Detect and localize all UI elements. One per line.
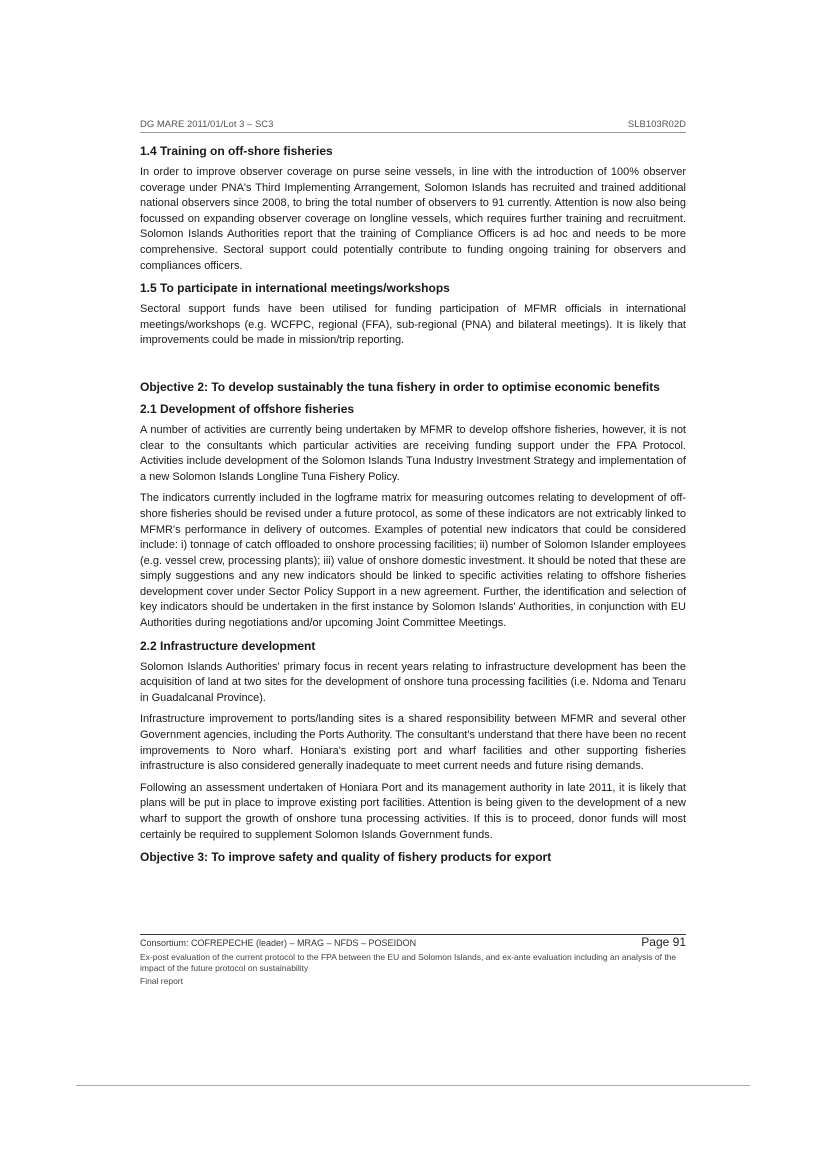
section-2-1-heading: 2.1 Development of offshore fisheries (140, 401, 355, 416)
section-2-1-paragraph-2: The indicators currently included in the logframe matrix for measuring outcomes relating to development of off-shore fisheries should be revised under a future protocol, as some of these indicators are not extricably linked to MFMR's performance in delivery of outcomes. Examples of potential new indicators that could be considered include: i) tonnage of catch offloaded to onshore processing facilities; ii) number of Solomon Islander employees (e.g. vessel crew, processing plants); iii) value of onshore domestic investment. It should be noted that these are simply suggestions and any new indicators should be linked to specific activities relating to offshore fisheries development cover under Sector Policy Support in a new agreement. Further, the identification and selection of key indicators should be undertaken in the first instance by Solomon Islands' Authorities, in conjunction with EU Authorities during negotiations and/or upcoming Joint Committee Meetings. (140, 492, 687, 630)
footer-description: Ex-post evaluation of the current protocol to the FPA between the EU and Solomon Islands, and ex-ante evaluation including an analysis of the impact of the future protocol on sustainability (140, 952, 677, 973)
footer-divider (140, 934, 686, 935)
section-spacer (140, 355, 686, 375)
main-content (140, 143, 686, 871)
page-bottom-divider (76, 1085, 750, 1086)
section-1-4-heading: 1.4 Training on off-shore fisheries (140, 144, 333, 158)
page-number: Page 91 (641, 935, 686, 949)
section-2-2-paragraph-3: Following an assessment undertaken of Honiara Port and its management authority in late 2011, it is likely that plans will be put in place to improve existing port facilities. Attention is being given to the development of a new wharf to support the growth of onshore tuna processing activities. If this is to proceed, donor funds will most certainly be required to supplement Solomon Islands Government funds. (140, 781, 686, 841)
objective-2-heading: Objective 2: To develop sustainably the tuna fishery in order to optimise economic benefits (140, 379, 660, 394)
section-2-2-paragraph-2: Infrastructure improvement to ports/landing sites is a shared responsibility between MFMR and several other Government agencies, including the Ports Authority. The consultant's understand that there have been no recent improvements to Noro wharf. Honiara's existing port and wharf facilities and other supporting fisheries infrastructure is also considered generally inadequate to meet current needs and future rising demands. (140, 713, 686, 773)
header-divider (140, 132, 686, 133)
objective-3-heading: Objective 3: To improve safety and quality of fishery products for export (140, 850, 552, 865)
header-left: DG MARE 2011/01/Lot 3 – SC3 (140, 119, 274, 130)
section-2-2-heading: 2.2 Infrastructure development (140, 638, 316, 653)
section-2-2-paragraph-1: Solomon Islands Authorities' primary focus in recent years relating to infrastructure development has been the acquisition of land at two sites for the development of onshore tuna processing facilities (i.e. Ndoma and Tenaru in Guadalcanal Province). (140, 660, 686, 704)
section-2-1-paragraph-1: A number of activities are currently being undertaken by MFMR to develop offshore fisheries, however, it is not clear to the consultants which particular activities are receiving funding support under the FPA Protocol. Activities include development of the Solomon Islands Tuna Industry Investment Strategy and implementation of a new Solomon Islands Longline Tuna Fishery Policy. (140, 423, 686, 483)
footer-consortium: Consortium: COFREPECHE (leader) – MRAG – NFDS – POSEIDON (140, 938, 417, 948)
section-1-5-paragraph: Sectoral support funds have been utilised for funding participation of MFMR officials in international meetings/workshops (e.g. WCFPC, regional (FFA), sub-regional (PNA) and bilateral meetings). It is likely that improvements could be made in mission/trip reporting. (140, 303, 686, 347)
section-1-5-heading: 1.5 To participate in international meetings/workshops (140, 281, 450, 296)
footer-final-report: Final report (140, 976, 183, 986)
header-right: SLB103R02D (627, 119, 686, 130)
section-1-4-paragraph: In order to improve observer coverage on purse seine vessels, in line with the introduction of 100% observer coverage under PNA's Third Implementing Arrangement, Solomon Islands has recruited and trained additional national observers since 2008, to bring the total number of observers to 91 currently. Attention is now also being focussed on expanding observer coverage on longline vessels, which requires further training and recruitment. Solomon Islands Authorities report that the training of Compliance Officers is ad hoc and needs to be more comprehensive. Sectoral support could potentially contribute to funding ongoing training for observers and compliances officers. (140, 166, 686, 272)
